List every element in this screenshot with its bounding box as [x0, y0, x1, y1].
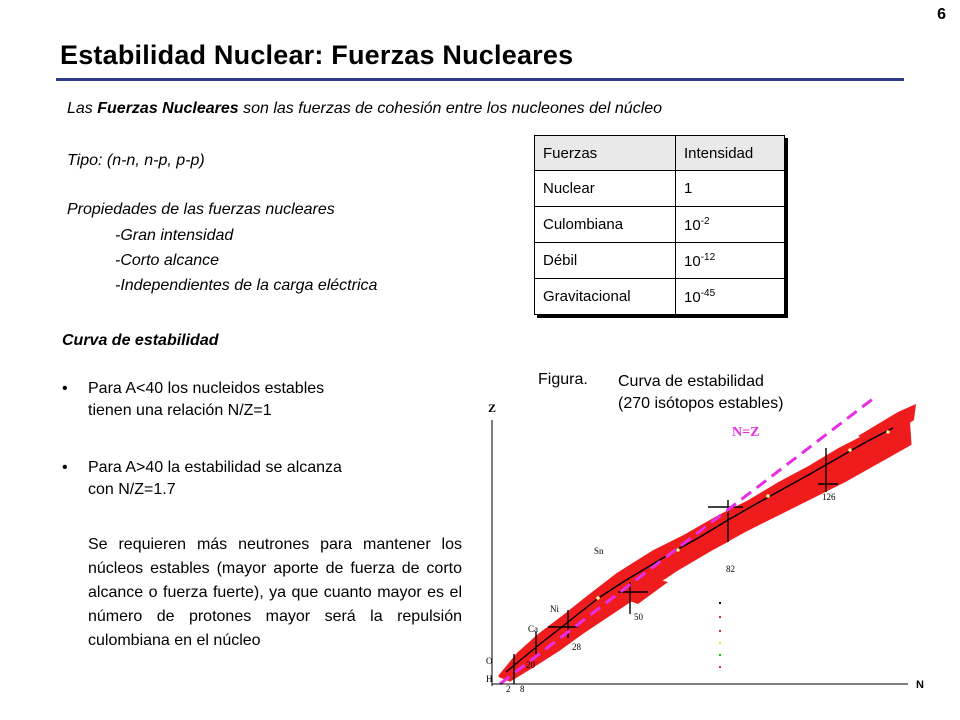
stable-dot [848, 448, 852, 452]
explanation-paragraph: Se requieren más neutrones para mantener los núcleos estables (mayor aporte de fuerza de corto alcance o fuerza fuerte), ya que cuanto mayor es el número de protones mayor será la repulsión culombiana en el núcleo [88, 536, 462, 649]
legend-dot [719, 642, 721, 644]
magic-tick-2: 2 [506, 684, 511, 694]
stable-dot [886, 430, 890, 434]
force-name: Nuclear [535, 171, 676, 207]
forces-table [534, 135, 785, 315]
bullet-line: Para A>40 la estabilidad se alcanza [88, 459, 342, 476]
page-number: 6 [937, 6, 946, 23]
bullet-line: con N/Z=1.7 [88, 481, 176, 498]
curve-heading: Curva de estabilidad [62, 332, 219, 349]
legend-dot [719, 602, 721, 604]
intensity-exponent: -12 [700, 251, 716, 263]
bullet-item [62, 457, 462, 501]
force-name: Gravitacional [535, 279, 676, 315]
color-legend-dots [719, 602, 721, 668]
legend-dot [719, 654, 721, 656]
intensity-base: 10 [684, 252, 701, 270]
band-shape [500, 414, 910, 680]
table-header-row [535, 136, 785, 171]
header-fuerzas: Fuerzas [535, 136, 676, 171]
element-label-ca: Ca [528, 624, 538, 634]
intro-sentence [67, 100, 662, 118]
slide-title: Estabilidad Nuclear: Fuerzas Nucleares [60, 40, 574, 70]
element-label-sn: Sn [594, 546, 604, 556]
stable-dot [676, 548, 680, 552]
header-intensidad: Intensidad [676, 136, 785, 171]
n-equals-z-label: N=Z [732, 425, 760, 440]
stability-curve-chart [478, 392, 940, 702]
intensity-base: 10 [684, 216, 701, 234]
legend-dot [719, 616, 721, 618]
property-item: -Independientes de la carga eléctrica [115, 277, 378, 294]
magic-tick-28: 28 [572, 642, 581, 652]
y-axis-label: Z [488, 401, 497, 415]
bullet-item [62, 378, 462, 422]
element-label-o: O [486, 656, 493, 666]
stable-dot [766, 494, 770, 498]
magic-tick-82: 82 [726, 564, 735, 574]
force-intensity [676, 279, 785, 315]
magic-tick-20: 20 [526, 660, 535, 670]
force-intensity [676, 171, 785, 207]
intro-prefix: Las [67, 100, 98, 117]
property-item: -Gran intensidad [115, 227, 234, 244]
property-item: -Corto alcance [115, 252, 220, 269]
legend-dot [719, 630, 721, 632]
intro-bold-term: Fuerzas Nucleares [97, 100, 239, 117]
force-intensity [676, 243, 785, 279]
element-label-h: H [486, 674, 493, 684]
tipo-line: Tipo: (n-n, n-p, p-p) [67, 152, 205, 169]
intensity-exponent: -45 [700, 287, 716, 299]
force-intensity [676, 207, 785, 243]
table-row [535, 243, 785, 279]
bullet-line: tienen una relación N/Z=1 [88, 402, 272, 419]
magic-tick-126: 126 [822, 492, 836, 502]
table-row [535, 207, 785, 243]
bullet-line: Para A<40 los nucleidos estables [88, 380, 325, 397]
force-name: Débil [535, 243, 676, 279]
stability-band [500, 404, 916, 680]
table-row [535, 279, 785, 315]
figure-caption-line: Curva de estabilidad [618, 373, 764, 390]
magic-tick-50: 50 [634, 612, 643, 622]
intensity-exponent: -2 [700, 215, 710, 227]
bullet-dot-icon: • [62, 459, 68, 476]
magic-tick-8: 8 [520, 684, 525, 694]
intensity-base: 10 [684, 288, 701, 306]
force-name: Culombiana [535, 207, 676, 243]
intro-suffix: son las fuerzas de cohesión entre los nucleones del núcleo [238, 100, 663, 117]
stable-dot [596, 596, 600, 600]
table-row [535, 171, 785, 207]
legend-dot [719, 666, 721, 668]
intensity-base: 1 [684, 180, 693, 197]
title-underline [56, 78, 904, 81]
properties-heading: Propiedades de las fuerzas nucleares [67, 201, 335, 218]
figure-label: Figura. [538, 371, 588, 388]
bullet-dot-icon: • [62, 380, 68, 397]
x-axis-label: N [916, 679, 924, 691]
element-label-ni: Ni [550, 604, 559, 614]
figure-caption-line: (270 isótopos estables) [618, 395, 784, 412]
